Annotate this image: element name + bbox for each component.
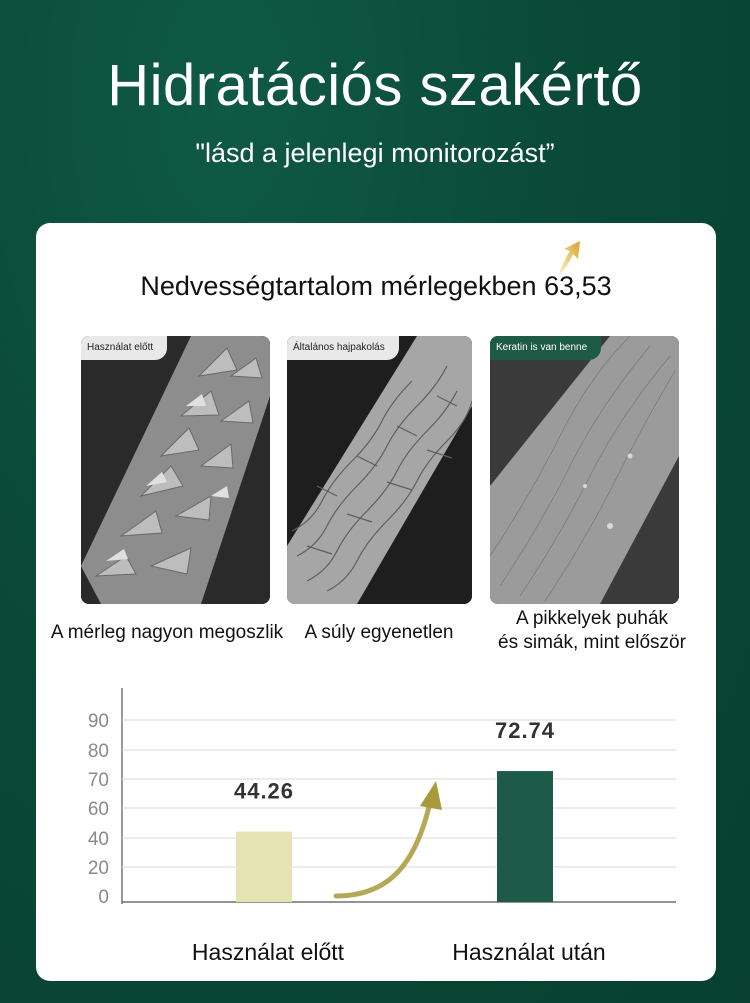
caption-keratin [482, 607, 702, 655]
trend-arrow-head [420, 781, 442, 810]
caption-regular-mask: A súly egyenetlen [304, 622, 454, 643]
y-tick-label: 0 [98, 887, 109, 908]
bar [236, 832, 292, 902]
hair-photo-keratin [490, 336, 679, 604]
caption-keratin-line2: és simák, mint először [498, 632, 686, 653]
bar [497, 771, 553, 902]
photo-tag-regular-mask: Általános hajpakolás [287, 336, 399, 360]
page-title: Hidratációs szakértő [107, 53, 643, 118]
chart-svg [36, 678, 716, 978]
content-card [36, 223, 716, 981]
moisture-heading: Nedvességtartalom mérlegekben 63,53 [140, 271, 612, 301]
y-tick-label: 60 [87, 799, 109, 820]
y-tick-label: 40 [87, 829, 109, 850]
x-category-label: Használat előtt [191, 939, 345, 965]
moisture-bar-chart [36, 678, 716, 978]
y-tick-label: 90 [87, 711, 109, 732]
bar-value-label: 72.74 [494, 718, 556, 744]
hair-photo-before [81, 336, 270, 604]
y-tick-label: 80 [87, 741, 109, 762]
hair-photo-regular-mask [287, 336, 472, 604]
trend-arrow [336, 798, 431, 896]
bar-value-label: 44.26 [233, 778, 295, 804]
photo-tag-before: Használat előtt [81, 336, 167, 360]
y-tick-label: 70 [87, 770, 109, 791]
caption-keratin-line1: A pikkelyek puhák [515, 608, 669, 629]
page-subtitle: "lásd a jelenlegi monitorozást” [195, 138, 555, 168]
caption-before: A mérleg nagyon megoszlik [50, 622, 284, 643]
photo-tag-keratin: Keratin is van benne [490, 336, 601, 360]
y-tick-label: 20 [87, 858, 109, 879]
x-category-label: Használat után [452, 939, 606, 965]
